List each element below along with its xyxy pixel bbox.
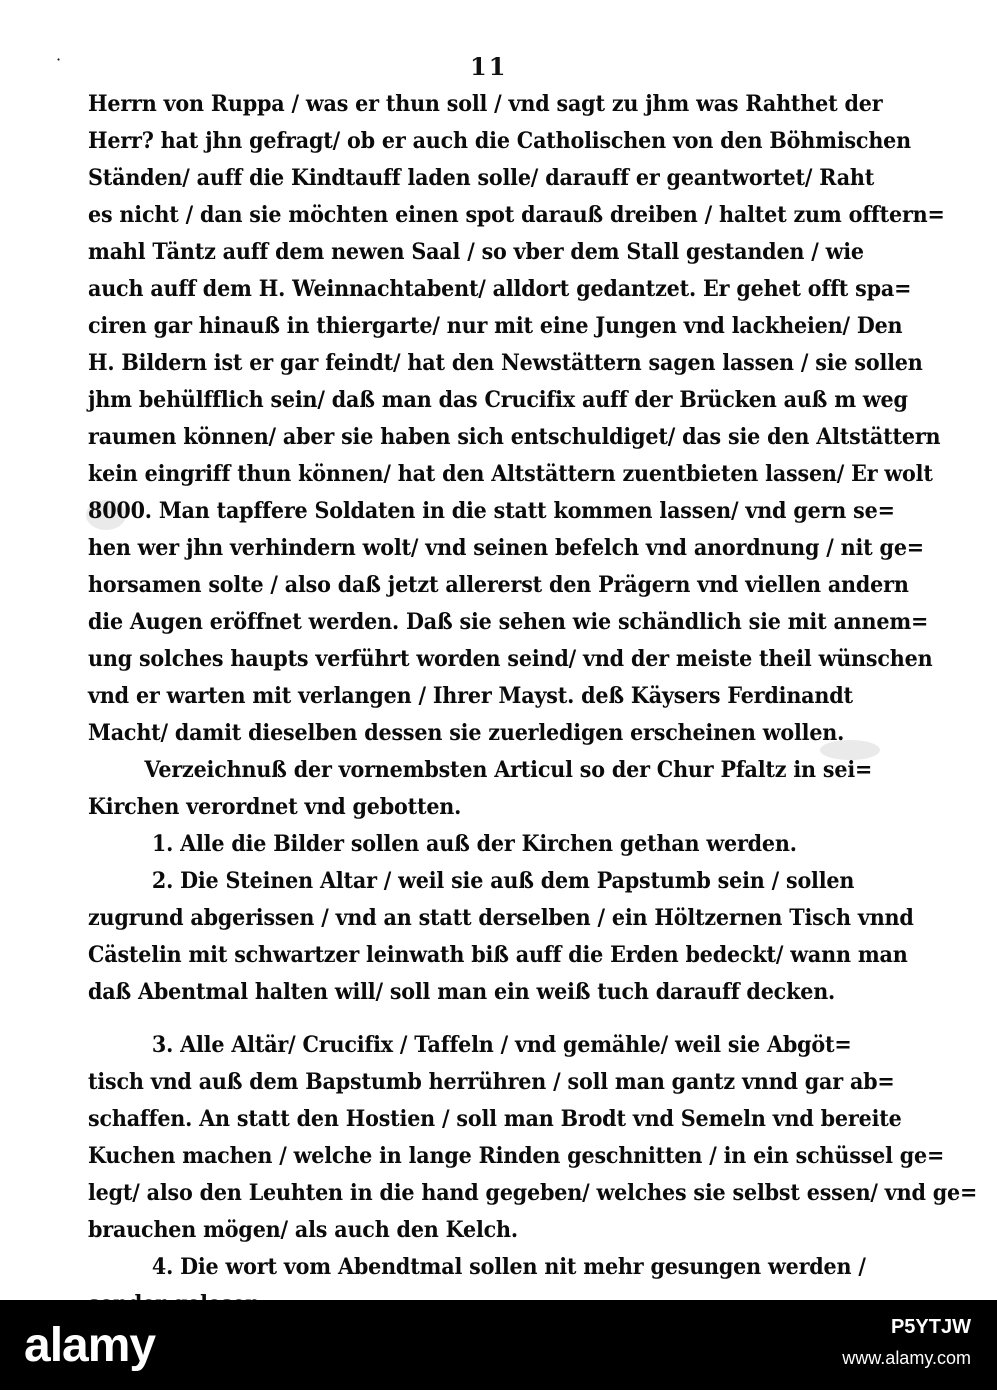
text-line: auch auff dem H. Weinnachtabent/ alldort gedantzet. Er gehet offt spa= [88, 276, 912, 302]
text-line: Ständen/ auff die Kindtauff laden solle/ darauff er geantwortet/ Raht [88, 165, 875, 191]
corner-mark: · [56, 50, 62, 69]
text-line: jhm behülfflich sein/ daß man das Crucifix auff der Brücken auß m weg [88, 387, 908, 413]
image-id: P5YTJW [890, 1316, 971, 1338]
text-line: horsamen solte / also daß jetzt allererst den Prägern vnd viellen andern [88, 572, 909, 598]
article-3: 3. Alle Altär/ Crucifix / Taffeln / vnd gemähle/ weil sie Abgöt= [151, 1032, 852, 1058]
text-line: kein eingriff thun können/ hat den Altstättern zuentbieten lassen/ Er wolt [88, 461, 933, 487]
article-4: 4. Die wort vom Abendtmal sollen nit mehr gesungen werden / [151, 1254, 866, 1280]
text-line: brauchen mögen/ als auch den Kelch. [88, 1217, 518, 1243]
text-line: ung solches haupts verführt worden seind/ vnd der meiste theil wünschen [88, 646, 933, 672]
text-line: 8000. Man tapffere Soldaten in die statt kommen lassen/ vnd gern se= [88, 498, 895, 524]
text-line: hen wer jhn verhindern wolt/ vnd seinen befelch vnd anordnung / nit ge= [88, 535, 924, 561]
text-line: Macht/ damit dieselben dessen sie zuerledigen erscheinen wollen. [88, 720, 845, 746]
text-line: Cästelin mit schwartzer leinwath biß auff die Erden bedeckt/ wann man [88, 942, 908, 968]
text-line: tisch vnd auß dem Bapstumb herrühren / soll man gantz vnnd gar ab= [88, 1069, 895, 1095]
text-line: ciren gar hinauß in thiergarte/ nur mit eine Jungen vnd lackheien/ Den [88, 313, 903, 339]
text-line: schaffen. An statt den Hostien / soll man Brodt vnd Semeln vnd bereite [88, 1106, 902, 1132]
article-2: 2. Die Steinen Altar / weil sie auß dem Papstumb sein / sollen [151, 868, 855, 894]
text-line: legt/ also den Leuhten in die hand gegeben/ welches sie selbst essen/ vnd ge= [88, 1180, 978, 1206]
text-line: Herrn von Ruppa / was er thun soll / vnd sagt zu jhm was Rahthet der [88, 91, 883, 117]
text-line: vnd er warten mit verlangen / Ihrer Mayst. deß Käysers Ferdinandt [88, 683, 853, 709]
article-1: 1. Alle die Bilder sollen auß der Kirchen gethan werden. [151, 831, 797, 857]
text-line: zugrund abgerissen / vnd an statt derselben / ein Höltzernen Tisch vnnd [88, 905, 914, 931]
text-line: die Augen eröffnet werden. Daß sie sehen wie schändlich sie mit annem= [88, 609, 929, 635]
alamy-logo: alamy [24, 1319, 156, 1372]
text-line: raumen können/ aber sie haben sich entschuldiget/ das sie den Altstättern [88, 424, 941, 450]
text-line: es nicht / dan sie möchten einen spot darauß dreiben / haltet zum offtern= [88, 202, 945, 228]
text-line: daß Abentmal halten will/ soll man ein weiß tuch darauff decken. [88, 979, 836, 1005]
text-line: H. Bildern ist er gar feindt/ hat den Newstättern sagen lassen / sie sollen [88, 350, 923, 376]
section-heading: Verzeichnuß der vornembsten Articul so der Chur Pfaltz in sei= [144, 757, 873, 783]
footer-url: www.alamy.com [842, 1348, 971, 1368]
text-line: mahl Täntz auff dem newen Saal / so vber dem Stall gestanden / wie [88, 239, 864, 265]
text-line: Kuchen machen / welche in lange Rinden geschnitten / in ein schüssel ge= [88, 1143, 945, 1169]
section-heading-cont: Kirchen verordnet vnd gebotten. [88, 794, 462, 820]
text-line: Herr? hat jhn gefragt/ ob er auch die Catholischen von den Böhmischen [88, 128, 912, 154]
page-number: 11 [470, 52, 508, 81]
